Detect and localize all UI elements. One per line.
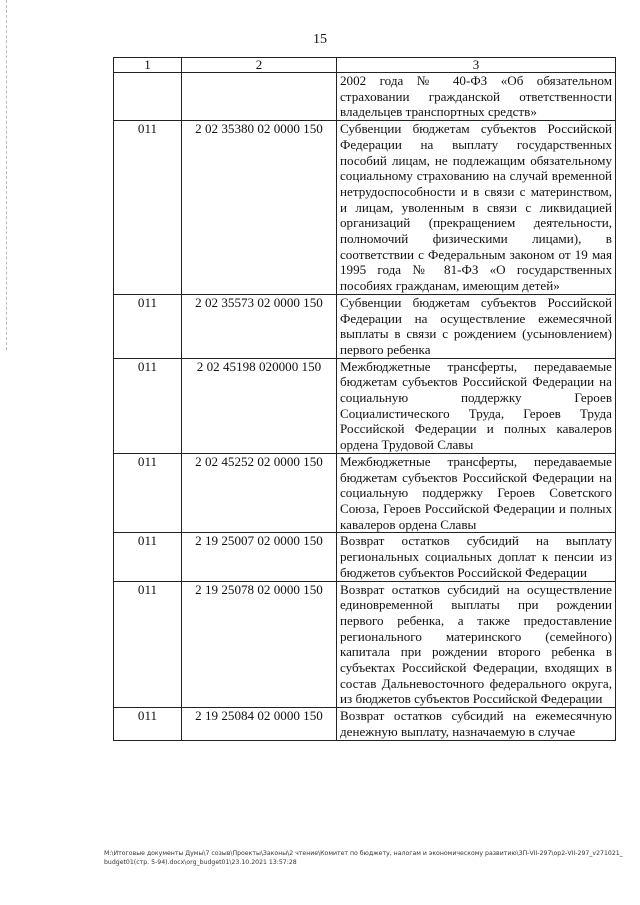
header-cell-2: 2 — [182, 58, 337, 73]
budget-code-cell: 2 19 25084 02 0000 150 — [182, 708, 337, 740]
table-row — [114, 708, 616, 740]
table-header-row — [114, 58, 616, 73]
description-cell: Возврат остатков субсидий на выплату региональных социальных доплат к пенсии из бюджетов субъектов Российской Федерации — [337, 533, 616, 581]
admin-code-cell: 011 — [114, 708, 182, 740]
table-row — [114, 533, 616, 581]
description-cell: 2002 года № 40-ФЗ «Об обязательном страховании гражданской ответственности владельцев транспортных средств» — [337, 73, 616, 121]
budget-code-cell: 2 02 35573 02 0000 150 — [182, 294, 337, 358]
table-row — [114, 121, 616, 295]
budget-classification-table — [113, 57, 616, 741]
admin-code-cell: 011 — [114, 121, 182, 295]
document-path-footer: M:\Итоговые документы Думы\7 созыв\Проекты\Законы\2 чтение\Комитет по бюджету, налогам и экономическому развитию\ЗП-VII-297\ор2-VII-297_v271021_budget01(стр. 5-94).docx\org_budget01\23.10.2021 13:57:28 — [104, 850, 623, 866]
budget-code-cell — [182, 73, 337, 121]
table-row — [114, 358, 616, 453]
admin-code-cell — [114, 73, 182, 121]
budget-code-cell: 2 02 35380 02 0000 150 — [182, 121, 337, 295]
admin-code-cell: 011 — [114, 358, 182, 453]
table-row — [114, 73, 616, 121]
admin-code-cell: 011 — [114, 581, 182, 708]
budget-code-cell: 2 19 25007 02 0000 150 — [182, 533, 337, 581]
description-cell: Субвенции бюджетам субъектов Российской Федерации на осуществление ежемесячной выплаты в связи с рождением (усыновлением) первого ребенка — [337, 294, 616, 358]
admin-code-cell: 011 — [114, 294, 182, 358]
page-number: 15 — [313, 32, 327, 47]
header-cell-3: 3 — [337, 58, 616, 73]
table-row — [114, 453, 616, 533]
description-cell: Межбюджетные трансферты, передаваемые бюджетам субъектов Российской Федерации на социальную поддержку Героев Социалистического Труда, Героев Труда Российской Федерации и полных кавалеров ордена Трудовой Славы — [337, 358, 616, 453]
budget-code-cell: 2 19 25078 02 0000 150 — [182, 581, 337, 708]
description-cell: Возврат остатков субсидий на осуществление единовременной выплаты при рождении первого ребенка, а также предоставление регионального материнского (семейного) капитала при рождении второго ребенка в субъектах Российской Федерации, входящих в состав Дальневосточного федерального округа, из бюджетов субъектов Российской Федерации — [337, 581, 616, 708]
budget-code-cell: 2 02 45198 020000 150 — [182, 358, 337, 453]
description-cell: Межбюджетные трансферты, передаваемые бюджетам субъектов Российской Федерации на социальную поддержку Героев Советского Союза, Героев Российской Федерации и полных кавалеров ордена Славы — [337, 453, 616, 533]
margin-mark — [6, 0, 7, 350]
admin-code-cell: 011 — [114, 453, 182, 533]
budget-code-cell: 2 02 45252 02 0000 150 — [182, 453, 337, 533]
table-row — [114, 294, 616, 358]
table-row — [114, 581, 616, 708]
description-cell: Возврат остатков субсидий на ежемесячную денежную выплату, назначаемую в случае — [337, 708, 616, 740]
header-cell-1: 1 — [114, 58, 182, 73]
admin-code-cell: 011 — [114, 533, 182, 581]
description-cell: Субвенции бюджетам субъектов Российской Федерации на выплату государственных пособий лицам, не подлежащим обязательному социальному страхованию на случай временной нетрудоспособности и в связи с материнством, и лицам, уволенным в связи с ликвидацией организаций (прекращением деятельности, полномочий физическими лицами), в соответствии с Федеральным законом от 19 мая 1995 года № 81-ФЗ «О государственных пособиях гражданам, имеющим детей» — [337, 121, 616, 295]
